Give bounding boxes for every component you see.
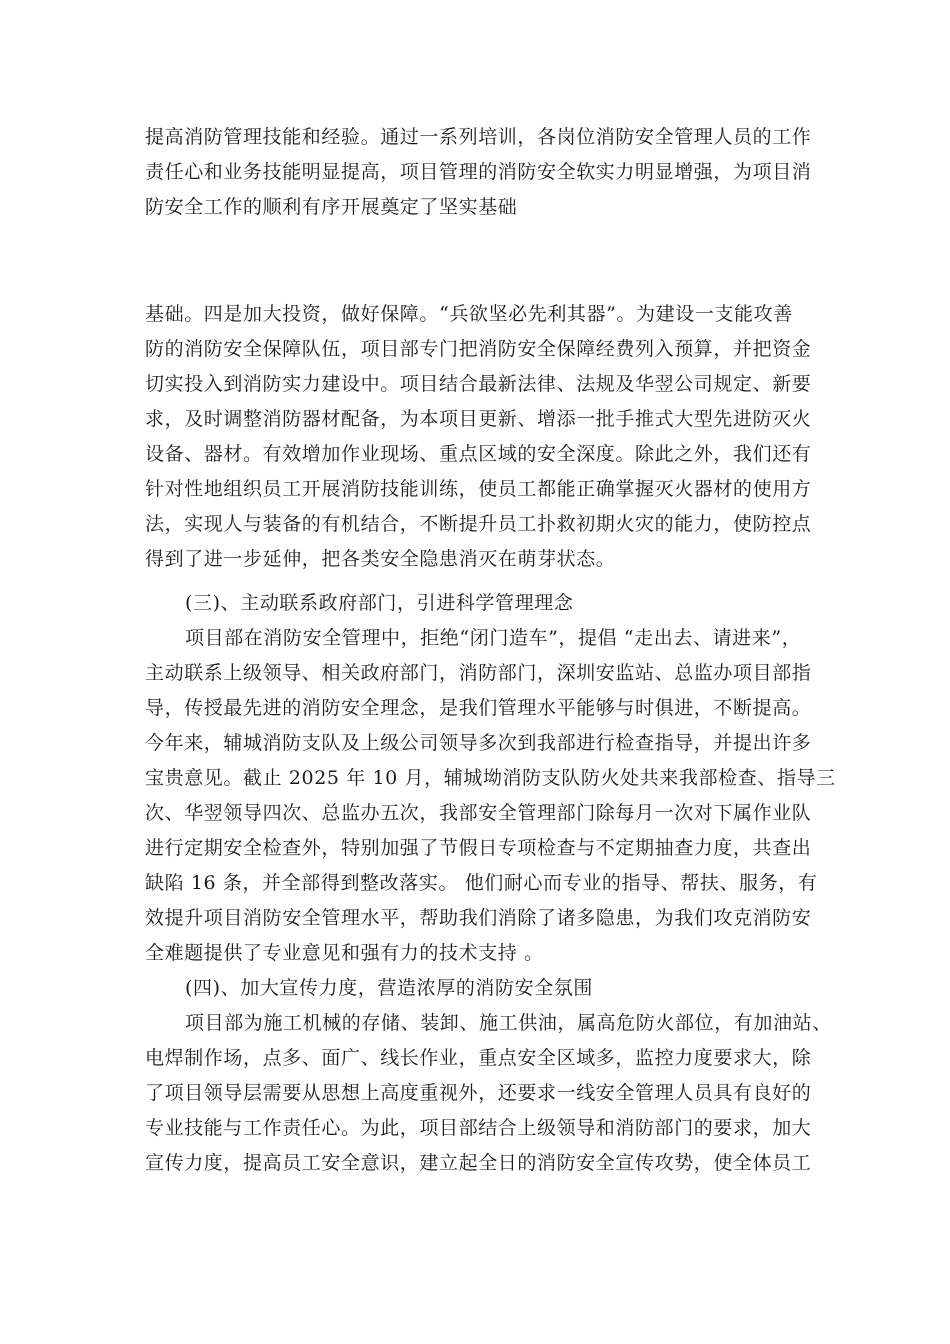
- text-line: 缺陷 16 条，并全部得到整改落实。 他们耐心而专业的指导、帮扶、服务，有: [145, 872, 818, 894]
- section-heading: (四)、加大宣传力度，营造浓厚的消防安全氛围: [185, 977, 594, 999]
- text-line: 项目部在消防安全管理中，拒绝“闭门造车”，提倡 “走出去、请进来”，: [185, 627, 802, 649]
- text-line: 宝贵意见。截止 2025 年 10 月，辅城坳消防支队防火处共来我部检查、指导三: [145, 767, 836, 789]
- text-line: 得到了进一步延伸，把各类安全隐患消灭在萌芽状态。: [145, 548, 616, 570]
- text-line: 防的消防安全保障队伍，项目部专门把消防安全保障经费列入预算，并把资金: [145, 338, 812, 360]
- text-line: 进行定期安全检查外，特别加强了节假日专项检查与不定期抽查力度，共查出: [145, 837, 812, 859]
- text-line: 求，及时调整消防器材配备，为本项目更新、增添一批手推式大型先进防灭火: [145, 408, 812, 430]
- text-line: 设备、器材。有效增加作业现场、重点区域的安全深度。除此之外，我们还有: [145, 443, 812, 465]
- text-line: 了项目领导层需要从思想上高度重视外，还要求一线安全管理人员具有良好的: [145, 1082, 812, 1104]
- text-line: 主动联系上级领导、相关政府部门，消防部门，深圳安监站、总监办项目部指: [145, 662, 812, 684]
- text-line: 项目部为施工机械的存储、装卸、施工供油，属高危防火部位，有加油站、: [185, 1012, 832, 1034]
- text-line: 法，实现人与装备的有机结合，不断提升员工扑救初期火灾的能力，使防控点: [145, 513, 812, 535]
- text-line: 专业技能与工作责任心。为此，项目部结合上级领导和消防部门的要求，加大: [145, 1117, 812, 1139]
- text-line: 宣传力度，提高员工安全意识，建立起全日的消防安全宣传攻势，使全体员工: [145, 1152, 812, 1174]
- text-line: 导，传授最先进的消防安全理念，是我们管理水平能够与时俱进，不断提高。: [145, 697, 812, 719]
- text-line: 效提升项目消防安全管理水平，帮助我们消除了诸多隐患，为我们攻克消防安: [145, 907, 812, 929]
- text-line: 基础。四是加大投资，做好保障。“兵欲坚必先利其器”。为建设一支能攻善: [145, 303, 793, 325]
- text-line: 电焊制作场，点多、面广、线长作业，重点安全区域多，监控力度要求大，除: [145, 1047, 812, 1069]
- text-line: 全难题提供了专业意见和强有力的技术支持 。: [145, 942, 544, 964]
- text-line: 切实投入到消防实力建设中。项目结合最新法律、法规及华翌公司规定、新要: [145, 373, 812, 395]
- text-line: 提高消防管理技能和经验。通过一系列培训，各岗位消防安全管理人员的工作: [145, 126, 812, 148]
- section-heading: (三)、主动联系政府部门，引进科学管理理念: [185, 592, 574, 614]
- text-line: 防安全工作的顺利有序开展奠定了坚实基础: [145, 196, 518, 218]
- text-line: 针对性地组织员工开展消防技能训练，使员工都能正确掌握灭火器材的使用方: [145, 478, 812, 500]
- text-line: 今年来，辅城消防支队及上级公司领导多次到我部进行检查指导，并提出许多: [145, 732, 812, 754]
- text-line: 责任心和业务技能明显提高，项目管理的消防安全软实力明显增强，为项目消: [145, 161, 812, 183]
- text-line: 次、华翌领导四次、总监办五次，我部安全管理部门除每月一次对下属作业队: [145, 802, 812, 824]
